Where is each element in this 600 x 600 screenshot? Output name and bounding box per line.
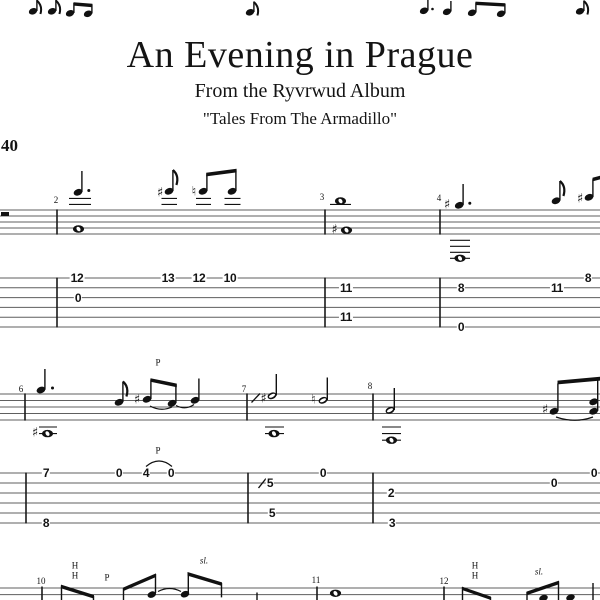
tab-fret: 13 — [161, 271, 175, 285]
tab-fret: 0 — [74, 290, 82, 305]
measure-number: 2 — [53, 195, 59, 205]
sharp-accidental: ♯ — [260, 391, 267, 406]
tab-fret: 8 — [42, 516, 50, 530]
tempo-value: 40 — [1, 136, 18, 155]
natural-accidental: ♮ — [191, 184, 197, 200]
tab-fret: 0 — [550, 476, 558, 490]
measure-number: 10 — [36, 576, 46, 586]
measure-number: 7 — [241, 384, 247, 394]
tab-fret: 10 — [223, 271, 237, 285]
hammer-label: H — [471, 560, 479, 571]
tab-fret: 11 — [339, 280, 353, 295]
tab-fret: 12 — [192, 271, 206, 285]
tab-fret: 5 — [268, 506, 276, 520]
tab-fret: 5 — [266, 476, 274, 490]
measure-number: 12 — [439, 576, 449, 586]
sharp-accidental: ♯ — [576, 191, 584, 206]
measure-number: 3 — [319, 192, 325, 202]
tab-fret: 12 — [70, 271, 84, 285]
tab-fret: 2 — [387, 486, 395, 500]
hammer-label: H — [471, 570, 479, 581]
tab-fret: 3 — [388, 516, 396, 530]
tab-fret: 11 — [339, 310, 353, 325]
sharp-accidental: ♯ — [133, 392, 141, 407]
tab-fret: 4 — [142, 466, 150, 480]
system1-tab — [0, 278, 600, 328]
page-title: An Evening in Prague — [126, 34, 474, 76]
tab-fret: 0 — [590, 466, 598, 480]
grace-slash — [252, 394, 261, 403]
half-rest — [1, 212, 9, 216]
measure-number: 6 — [18, 384, 24, 394]
system3-partial — [0, 572, 600, 600]
slide-label: sl. — [534, 566, 544, 577]
hammer-label: H — [71, 560, 79, 571]
measure-number: 8 — [367, 381, 373, 391]
pulloff-label: P — [155, 445, 161, 456]
hammer-label: H — [71, 570, 79, 581]
sharp-accidental: ♯ — [331, 222, 338, 238]
measure-number: 4 — [436, 193, 442, 203]
page-subtitle-quote: "Tales From The Armadillo" — [202, 109, 398, 128]
page-subtitle: From the Ryvrwud Album — [194, 80, 406, 102]
sharp-accidental: ♯ — [156, 185, 164, 200]
system2-notation — [0, 369, 600, 444]
tab-fret: 0 — [167, 466, 175, 480]
slide-label: sl. — [199, 555, 209, 566]
pulloff-label: P — [104, 572, 110, 583]
tab-fret: 0 — [319, 466, 327, 480]
top-cutoff-notes — [28, 0, 588, 18]
pulloff-label: P — [155, 357, 161, 368]
measure-number: 11 — [311, 575, 321, 585]
tab-fret: 11 — [550, 280, 564, 295]
system1-notation — [0, 169, 600, 262]
tab-fret: 8 — [457, 280, 465, 295]
natural-accidental: ♮ — [311, 392, 316, 408]
sharp-accidental: ♯ — [443, 197, 451, 212]
system2-tab — [0, 461, 600, 524]
sharp-accidental: ♯ — [541, 402, 549, 418]
tab-fret: 0 — [457, 320, 465, 334]
tab-fret: 0 — [115, 466, 123, 480]
tab-fret: 7 — [42, 466, 50, 480]
tab-fret: 8 — [584, 271, 592, 285]
sharp-accidental: ♯ — [31, 425, 39, 441]
